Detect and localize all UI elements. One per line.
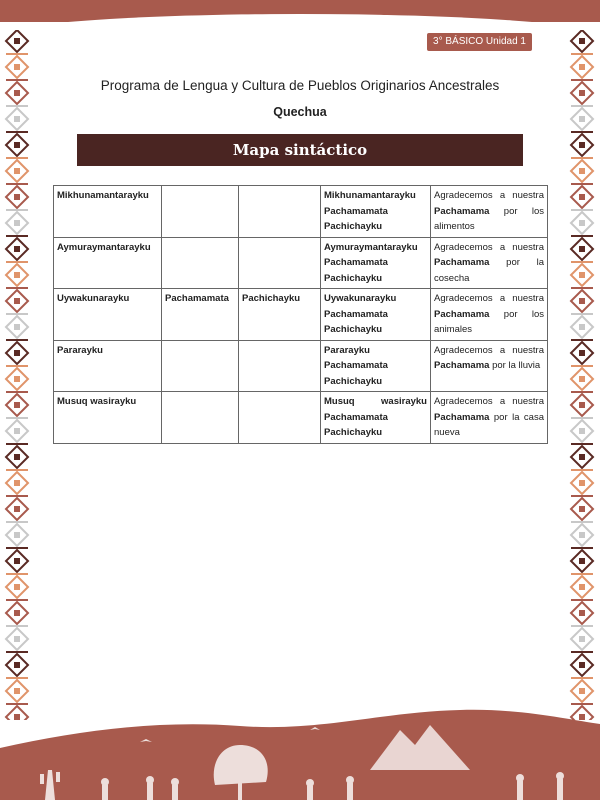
cell-translation bbox=[431, 237, 548, 289]
translation-text: por los alimentos bbox=[434, 205, 544, 232]
cell-object: Pachamamata bbox=[162, 289, 239, 341]
translation-keyword: Pachamama bbox=[434, 360, 490, 371]
cell-verb bbox=[239, 340, 321, 392]
sentence-line: Pachichayku bbox=[324, 272, 383, 284]
translation-text: por la lluvia bbox=[489, 360, 541, 371]
section-banner: Mapa sintáctico bbox=[77, 134, 523, 166]
cell-verb bbox=[239, 392, 321, 444]
cell-phrase: Pararayku bbox=[54, 340, 162, 392]
cell-verb: Pachichayku bbox=[239, 289, 321, 341]
cell-sentence bbox=[321, 237, 431, 289]
cell-phrase: Uywakunarayku bbox=[54, 289, 162, 341]
syntax-map-table bbox=[53, 185, 548, 444]
translation-keyword: Pachamama bbox=[434, 308, 490, 320]
sentence-line: Uywakunarayku bbox=[324, 293, 397, 304]
sentence-line: Pararayku bbox=[324, 344, 370, 356]
andean-border-left-icon bbox=[4, 30, 30, 720]
sentence-line: Mikhunamantarayku bbox=[324, 190, 416, 201]
translation-text: por la casa nueva bbox=[434, 411, 544, 438]
translation-keyword: Pachamama bbox=[434, 257, 490, 268]
cell-object bbox=[162, 340, 239, 392]
cell-sentence bbox=[321, 392, 431, 444]
sentence-line: Pachichayku bbox=[324, 427, 383, 438]
program-title: Programa de Lengua y Cultura de Pueblos Originarios Ancestrales bbox=[100, 78, 500, 93]
table-row bbox=[54, 289, 548, 341]
cell-phrase: Mikhunamantarayku bbox=[54, 186, 162, 238]
cell-sentence bbox=[321, 340, 431, 392]
cell-translation bbox=[431, 289, 548, 341]
translation-text: Agradecemos a nuestra bbox=[434, 293, 544, 304]
cell-phrase: Musuq wasirayku bbox=[54, 392, 162, 444]
cell-phrase: Aymuraymantarayku bbox=[54, 237, 162, 289]
grade-badge: 3° BÁSICO Unidad 1 bbox=[427, 33, 532, 51]
sentence-line: Pachamamata bbox=[324, 411, 388, 423]
cell-object bbox=[162, 237, 239, 289]
sentence-line: Pachamamata bbox=[324, 308, 388, 320]
sentence-line: Pachamamata bbox=[324, 257, 388, 268]
translation-keyword: Pachamama bbox=[434, 205, 490, 217]
sentence-line: Musuq wasirayku bbox=[324, 396, 427, 407]
sentence-line: Aymuraymantarayku bbox=[324, 241, 418, 253]
translation-text: por los animales bbox=[434, 308, 544, 335]
cell-translation bbox=[431, 392, 548, 444]
table-row bbox=[54, 237, 548, 289]
cell-object bbox=[162, 186, 239, 238]
cell-verb bbox=[239, 186, 321, 238]
translation-text: Agradecemos a nuestra bbox=[434, 396, 544, 407]
table-row bbox=[54, 392, 548, 444]
sentence-line: Pachamamata bbox=[324, 205, 388, 217]
cell-sentence bbox=[321, 289, 431, 341]
top-band bbox=[0, 0, 600, 22]
cell-sentence bbox=[321, 186, 431, 238]
translation-text: Agradecemos a nuestra bbox=[434, 241, 544, 253]
table-row bbox=[54, 186, 548, 238]
sentence-line: Pachichayku bbox=[324, 375, 383, 387]
translation-keyword: Pachamama bbox=[434, 411, 490, 423]
translation-text: Agradecemos a nuestra bbox=[434, 344, 544, 356]
andean-border-right-icon bbox=[569, 30, 595, 720]
sentence-line: Pachamamata bbox=[324, 360, 388, 371]
sentence-line: Pachichayku bbox=[324, 221, 383, 232]
cell-translation bbox=[431, 340, 548, 392]
cell-verb bbox=[239, 237, 321, 289]
cell-translation bbox=[431, 186, 548, 238]
language-subtitle: Quechua bbox=[273, 105, 327, 119]
table-row bbox=[54, 340, 548, 392]
translation-text: por la cosecha bbox=[434, 257, 544, 284]
landscape-silhouette-icon bbox=[0, 690, 600, 800]
sentence-line: Pachichayku bbox=[324, 324, 383, 335]
translation-text: Agradecemos a nuestra bbox=[434, 190, 544, 201]
cell-object bbox=[162, 392, 239, 444]
